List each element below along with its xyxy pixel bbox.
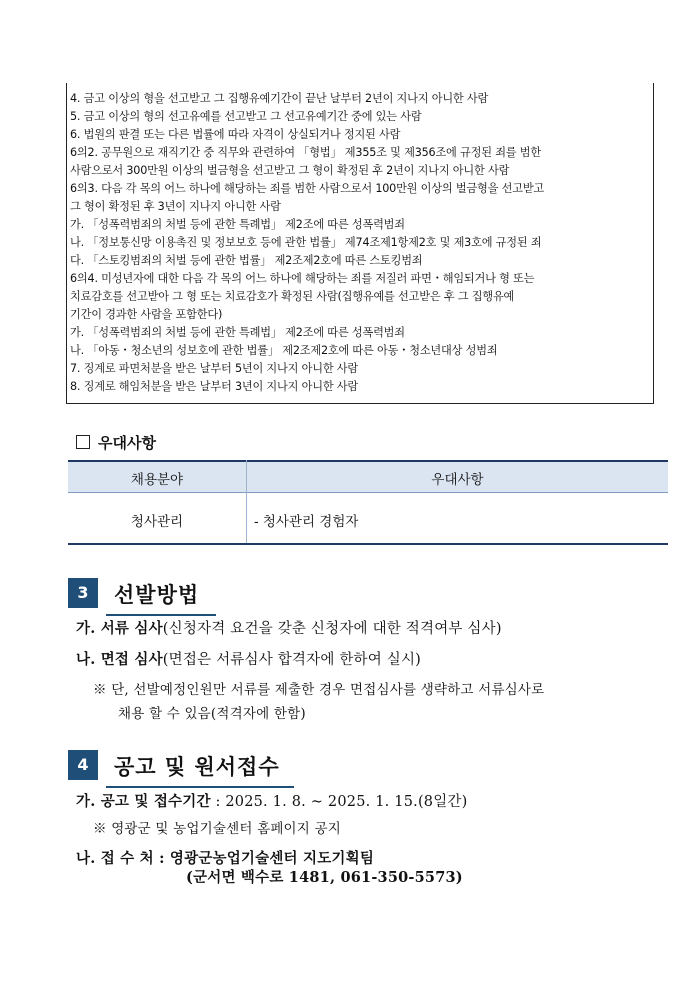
item-text: (면접은 서류심사 합격자에 한하여 실시) — [162, 652, 422, 668]
disqualification-item: 5. 금고 이상의 형의 선고유예를 선고받고 그 선고유예기간 중에 있는 사람 — [70, 110, 422, 123]
section-underline — [106, 786, 294, 788]
disqualification-item: 6의4. 미성년자에 대한 다음 각 목의 어느 하나에 해당하는 죄를 저질러 파면・해임되거나 형 또는 — [70, 272, 535, 285]
item-text: : 2025. 1. 8. ~ 2025. 1. 15.(8일간) — [210, 794, 468, 810]
section-3-header — [68, 578, 228, 608]
disqualification-item: 나. 「정보통신망 이용촉진 및 정보보호 등에 관한 법률」 제74조제1항제2호 및 제3호에 규정된 죄 — [70, 236, 542, 249]
preference-title: 우대사항 — [98, 434, 156, 452]
reception-office — [76, 847, 374, 868]
disqualification-item: 다. 「스토킹범죄의 처벌 등에 관한 법률」 제2조제2호에 따른 스토킹범죄 — [70, 254, 423, 267]
section-number-badge: 3 — [68, 578, 98, 608]
disqualification-item: 그 형이 확정된 후 3년이 지나지 아니한 사람 — [70, 200, 281, 213]
item-text: : 영광군농업기술센터 지도기획팀 — [153, 850, 375, 867]
selection-item-interview — [76, 648, 421, 669]
section-title: 공고 및 원서접수 — [114, 754, 280, 779]
item-label: 나. 접 수 처 — [76, 850, 154, 867]
table-cell-preference: - 청사관리 경험자 — [254, 514, 359, 530]
disqualification-item: 6의2. 공무원으로 재직기간 중 직무와 관련하여 「형법」 제355조 및 제356조에 규정된 죄를 범한 — [70, 146, 541, 159]
preference-table — [68, 460, 668, 544]
disqualification-item: 사람으로서 300만원 이상의 벌금형을 선고받고 그 형이 확정된 후 2년이 지나지 아니한 사람 — [70, 164, 510, 177]
checkbox-square-icon — [76, 435, 90, 449]
note-line: 채용 할 수 있음(적격자에 한함) — [118, 706, 306, 722]
column-header-preference: 우대사항 — [431, 472, 484, 488]
disqualification-item: 기간이 경과한 사람을 포함한다) — [70, 308, 223, 321]
disqualification-item: 나. 「아동・청소년의 성보호에 관한 법률」 제2조제2호에 따른 아동・청소년대상 성범죄 — [70, 344, 498, 357]
disqualification-item: 4. 금고 이상의 형을 선고받고 그 집행유예기간이 끝난 날부터 2년이 지나지 아니한 사람 — [70, 92, 489, 105]
item-text: (신청자격 요건을 갖춘 신청자에 대한 적격여부 심사) — [162, 621, 502, 637]
disqualification-item: 6. 법원의 판결 또는 다른 법률에 따라 자격이 상실되거나 정지된 사람 — [70, 128, 401, 141]
disqualification-item: 가. 「성폭력범죄의 처벌 등에 관한 특례법」 제2조에 따른 성폭력범죄 — [70, 326, 405, 339]
item-label: 나. 면접 심사 — [76, 651, 163, 668]
disqualification-item: 6의3. 다음 각 목의 어느 하나에 해당하는 죄를 범한 사람으로서 100만원 이상의 벌금형을 선고받고 — [70, 182, 545, 195]
reception-address: (군서면 백수로 1481, 061-350-5573) — [186, 869, 463, 886]
disqualification-item: 8. 징계로 해임처분을 받은 날부터 3년이 지나지 아니한 사람 — [70, 380, 359, 393]
disqualification-box — [66, 83, 654, 404]
item-label: 가. 공고 및 접수기간 — [76, 793, 211, 810]
item-label: 가. 서류 심사 — [76, 620, 163, 637]
disqualification-item: 가. 「성폭력범죄의 처벌 등에 관한 특례법」 제2조에 따른 성폭력범죄 — [70, 218, 405, 231]
table-bottom-border — [68, 543, 668, 545]
disqualification-item: 치료감호를 선고받아 그 형 또는 치료감호가 확정된 사람(집행유예를 선고받은 후 그 집행유예 — [70, 290, 515, 303]
note-line: ※ 영광군 및 농업기술센터 홈페이지 공지 — [93, 821, 342, 837]
table-cell-field: 청사관리 — [130, 514, 184, 530]
announcement-period — [76, 790, 468, 811]
section-number-badge: 4 — [68, 750, 98, 780]
column-header-field: 채용분야 — [130, 472, 184, 488]
disqualification-item: 7. 징계로 파면처분을 받은 날부터 5년이 지나지 아니한 사람 — [70, 362, 359, 375]
section-title: 선발방법 — [114, 582, 200, 607]
section-underline — [106, 614, 216, 616]
preference-heading — [76, 432, 156, 453]
selection-item-document — [76, 617, 502, 638]
note-line: ※ 단, 선발예정인원만 서류를 제출한 경우 면접심사를 생략하고 서류심사로 — [93, 682, 545, 698]
section-4-header — [68, 750, 308, 780]
